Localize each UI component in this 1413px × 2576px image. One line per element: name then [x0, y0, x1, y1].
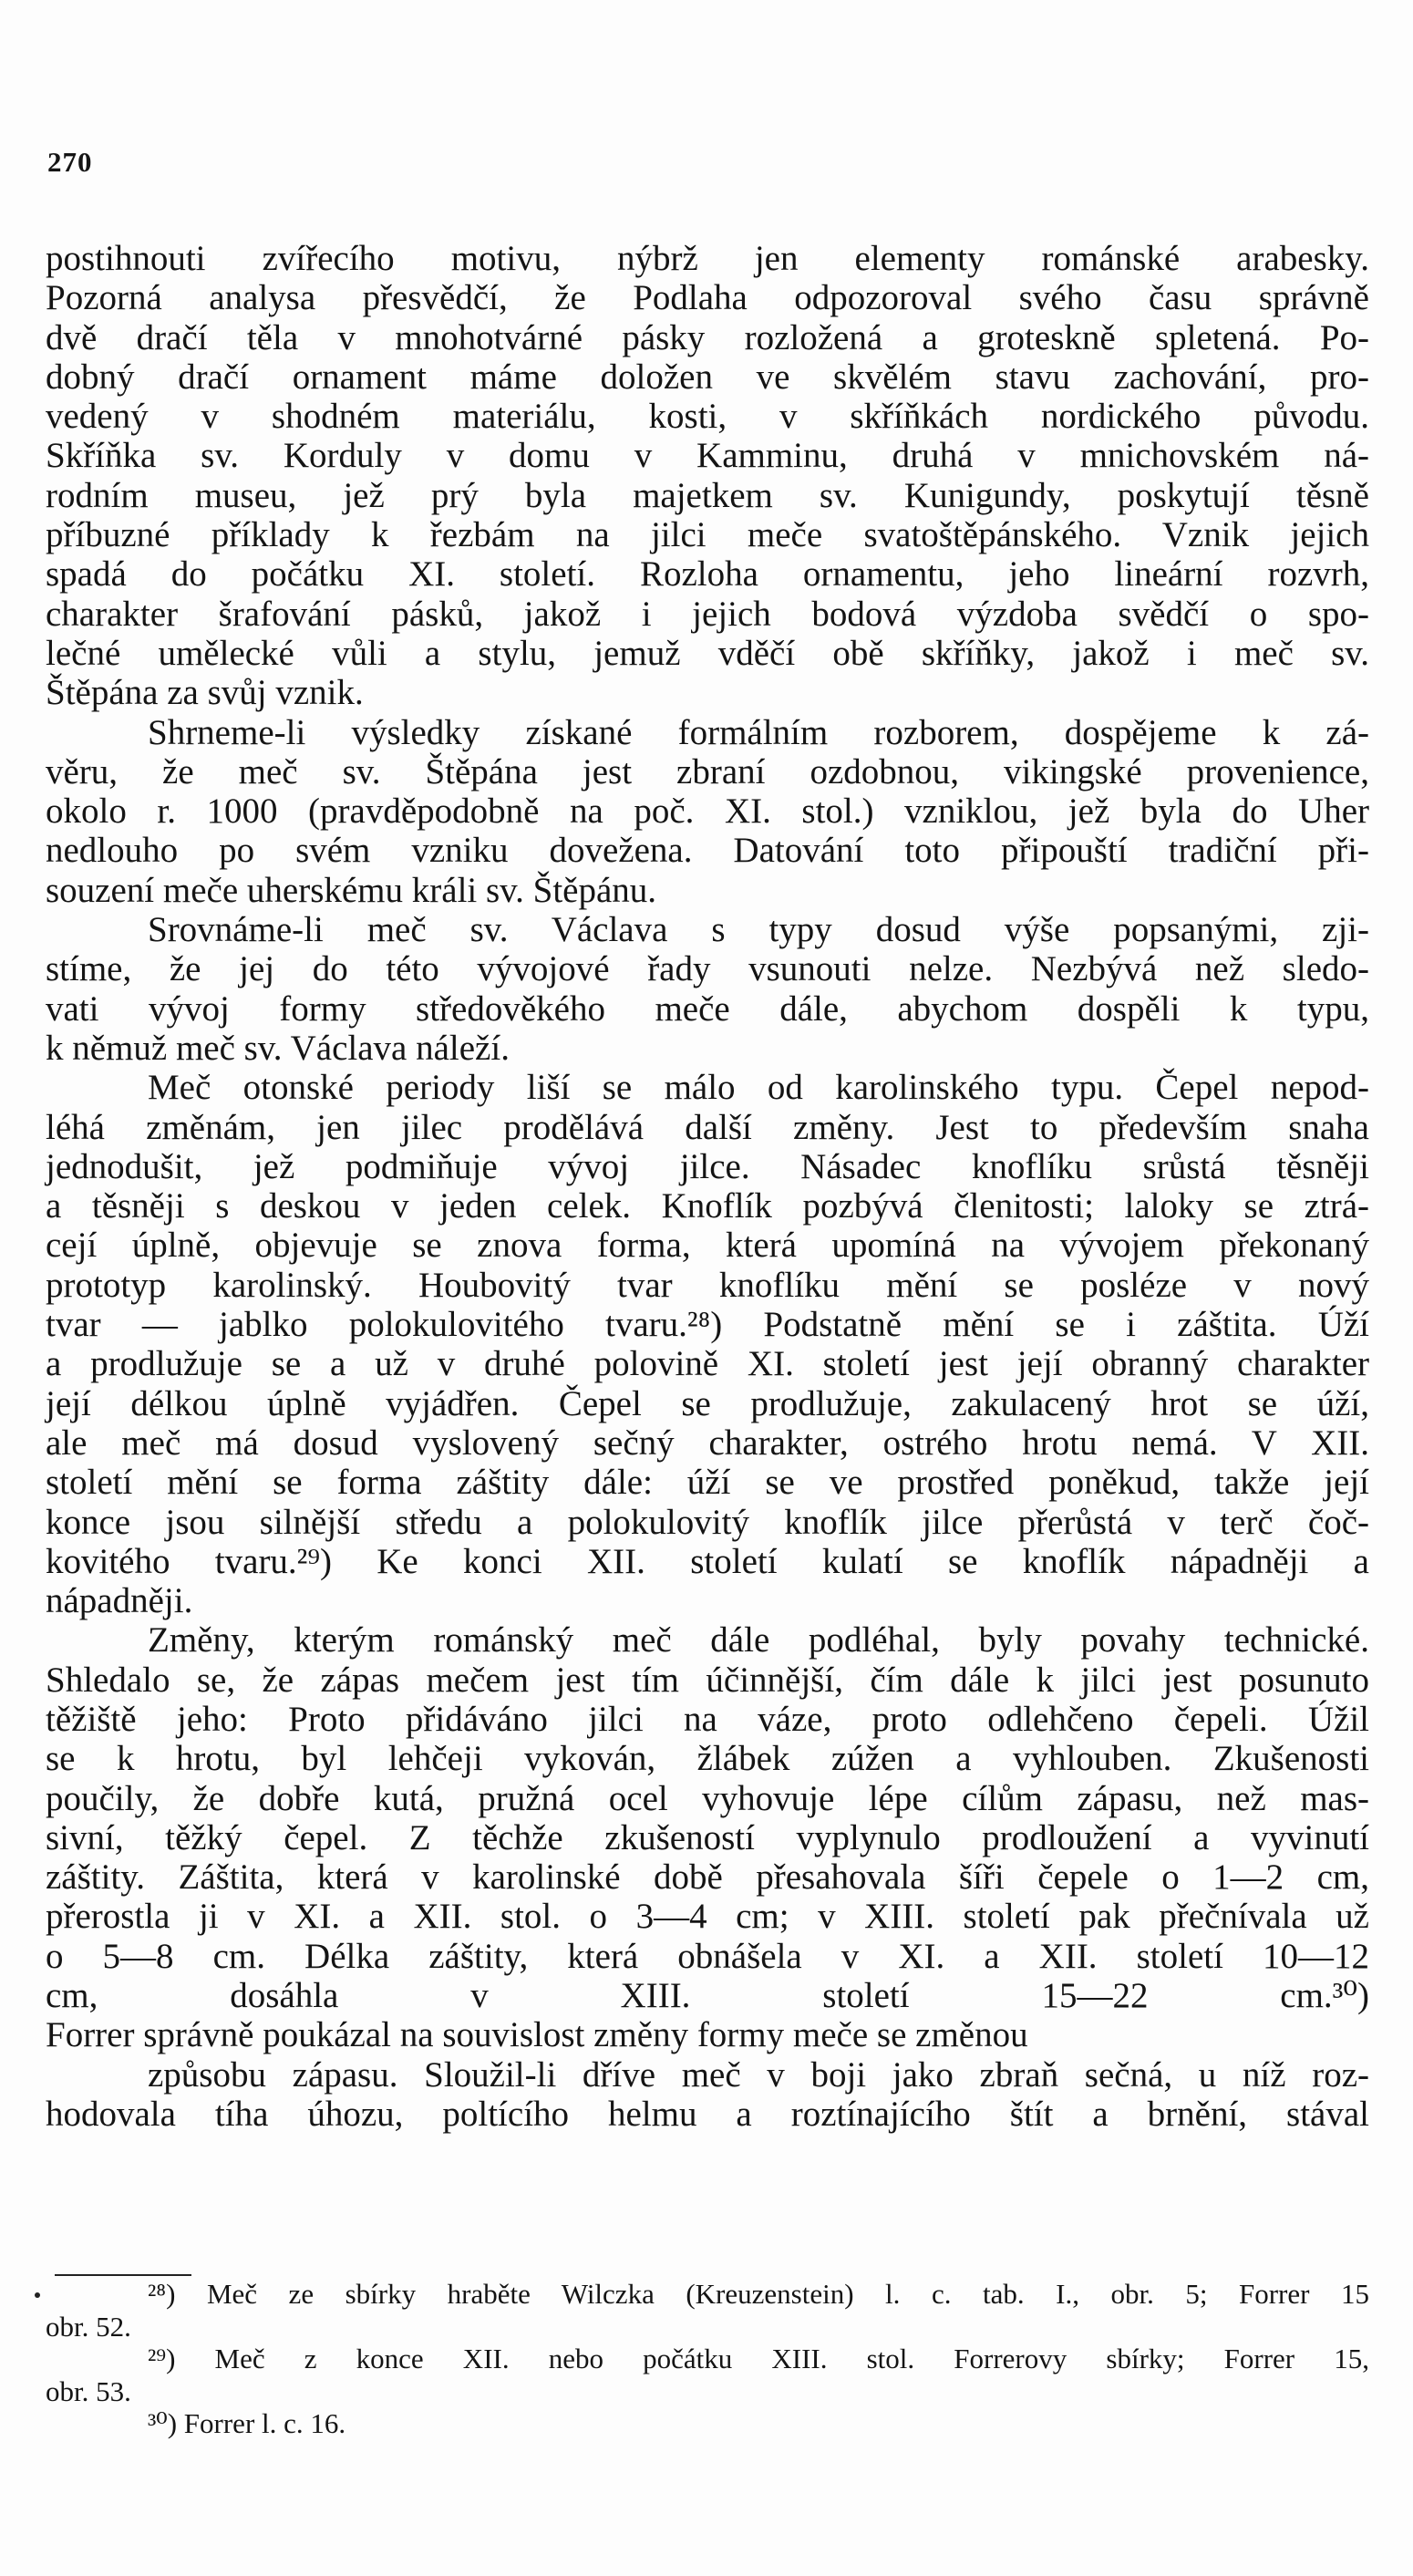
footnote-line: ²⁸) Meč ze sbírky hraběte Wilczka (Kreuzenstein) l. c. tab. I., obr. 5; Forrer 15: [148, 2278, 1369, 2310]
text-line: dvě dračí těla v mnohotvárné pásky rozložená a groteskně spletená. Po-: [46, 317, 1369, 357]
text-line: se k hrotu, byl lehčeji vykován, žlábek zúžen a vyhloubеn. Zkušenosti: [46, 1739, 1369, 1779]
footnote-line: obr. 52.: [46, 2310, 131, 2343]
footnote-marker-dot: [35, 2292, 40, 2298]
text-line: jednodušit, jež podmiňuje vývoj jilce. Násadec knoflíku srůstá těsněji: [46, 1146, 1369, 1186]
text-line: rodním museu, jež prý byla majetkem sv. Kunigundy, poskytují těsně: [46, 475, 1369, 515]
text-line: cejí úplně, objevuje se znova forma, která upomíná na vývojem překonaný: [46, 1226, 1369, 1266]
text-line: souzení meče uherskému králi sv. Štěpánu.: [46, 870, 657, 910]
text-line: způsobu zápasu. Sloužil-li dříve meč v boji jako zbraň sečná, u níž roz-: [148, 2054, 1369, 2095]
text-line: Forrer správně poukázal na souvislost změny formy meče se změnou: [46, 2015, 1028, 2055]
text-line: Změny, kterým románský meč dále podléhal, byly povahy technické.: [148, 1620, 1369, 1660]
text-line: vedený v shodném materiálu, kosti, v skříňkách nordického původu.: [46, 397, 1369, 437]
footnote-line: obr. 53.: [46, 2374, 131, 2407]
text-line: Shrneme-li výsledky získané formálním rozborem, dospějeme k zá-: [148, 712, 1369, 752]
text-line: cm, dosáhla v XIII. století 15—22 cm.³⁰): [46, 1976, 1369, 2016]
text-line: Shledalo se, že zápas mečem jest tím účinnější, čím dále k jilci jest posunuto: [46, 1660, 1369, 1700]
text-line: těžiště jeho: Proto přidáváno jilci na váze, proto odlehčeno čepeli. Úžil: [46, 1699, 1369, 1739]
footnote-line: ²⁹) Meč z konce XII. nebo počátku XIII. stol. Forrerovy sbírky; Forrer 15,: [148, 2343, 1369, 2375]
text-line: a prodlužuje se a už v druhé polovině XI. století jest její obranný charakter: [46, 1344, 1369, 1384]
text-line: Štěpána za svůj vznik.: [46, 673, 364, 713]
text-line: poučily, že dobře kutá, pružná ocel vyhovuje lépe cílům zápasu, než mas-: [46, 1778, 1369, 1818]
footnotes: [46, 2278, 1369, 2440]
text-line: příbuzné příklady k řezbám na jilci meče svatoštěpánského. Vznik jejich: [46, 515, 1369, 555]
text-line: tvar — jablko polokulovitého tvaru.²⁸) Podstatně mění se i záštita. Úží: [46, 1305, 1369, 1345]
text-line: nápadněji.: [46, 1581, 193, 1621]
text-line: záštity. Záštita, která v karolinské době přesahovala šíři čepele o 1—2 cm,: [46, 1857, 1369, 1898]
text-line: léhá změnám, jen jilec prodělává další změny. Jest to především snaha: [46, 1107, 1369, 1147]
text-line: Pozorná analysa přesvědčí, že Podlaha odpozoroval svého času správně: [46, 278, 1369, 318]
text-line: Skříňka sv. Korduly v domu v Kamminu, druhá v mnichovském ná-: [46, 436, 1369, 476]
text-line: století mění se forma záštity dále: úží se ve prostřed poněkud, takže její: [46, 1463, 1369, 1503]
text-line: hodovala tíha úhozu, poltícího helmu a roztínajícího štít a brnění, stával: [46, 2094, 1369, 2134]
text-line: o 5—8 cm. Délka záštity, která obnášela v XI. a XII. století 10—12: [46, 1936, 1369, 1976]
text-line: sivní, těžký čepel. Z těchže zkušeností vyplynulo prodloužení a vyvinutí: [46, 1817, 1369, 1857]
text-line: k němuž meč sv. Václava náleží.: [46, 1028, 510, 1068]
text-line: konce jsou silnější středu a polokulovitý knoflík jilce přerůstá v terč čoč-: [46, 1502, 1369, 1542]
text-line: Meč otonské periody liší se málo od karolinského typu. Čepel nepod-: [148, 1068, 1369, 1108]
text-line: vati vývoj formy středověkého meče dále, abychom dospěli k typu,: [46, 988, 1369, 1029]
text-line: postihnouti zvířecího motivu, nýbrž jen elementy románské arabesky.: [46, 239, 1369, 278]
text-line: Srovnáme-li meč sv. Václava s typy dosud výše popsanými, zji-: [148, 910, 1369, 950]
text-line: spadá do počátku XI. století. Rozloha ornamentu, jeho lineární rozvrh,: [46, 554, 1369, 595]
text-line: stíme, že jej do této vývojové řady vsunouti nelze. Nezbývá než sledo-: [46, 949, 1369, 989]
text-line: lečné umělecké vůli a stylu, jemuž vděčí obě skříňky, jakož i meč sv.: [46, 633, 1369, 673]
body-text: [46, 239, 1369, 2174]
footnote-line: ³⁰) Forrer l. c. 16.: [148, 2407, 346, 2440]
text-line: ale meč má dosud vyslovený sečný charakter, ostrého hrotu nemá. V XII.: [46, 1422, 1369, 1463]
footnote-separator: [55, 2274, 191, 2276]
text-line: prototyp karolinský. Houbovitý tvar knoflíku mění se posléze v nový: [46, 1265, 1369, 1305]
text-line: [46, 2134, 1369, 2173]
text-line: charakter šrafování pásků, jakož i jejich bodová výzdoba svědčí o spo-: [46, 594, 1369, 634]
page-number: 270: [47, 146, 93, 178]
text-line: dobný dračí ornament máme doložen ve skvělém stavu zachování, pro-: [46, 357, 1369, 397]
text-line: kovitého tvaru.²⁹) Ke konci XII. století kulatí se knoflík nápadněji a: [46, 1541, 1369, 1581]
text-line: její délkou úplně vyjádřen. Čepel se prodlužuje, zakulacený hrot se úží,: [46, 1383, 1369, 1423]
text-line: a těsněji s deskou v jeden celek. Knoflík pozbývá členitosti; laloky se ztrá-: [46, 1186, 1369, 1226]
text-line: věru, že meč sv. Štěpána jest zbraní ozdobnou, vikingské provenience,: [46, 751, 1369, 791]
text-line: nedlouho po svém vzniku dovežena. Datování toto připouští tradiční při-: [46, 831, 1369, 871]
text-line: okolo r. 1000 (pravděpodobně na poč. XI. stol.) vzniklou, jež byla do Uher: [46, 791, 1369, 832]
text-line: přerostla ji v XI. a XII. stol. o 3—4 cm; v XIII. století pak přečnívala už: [46, 1897, 1369, 1937]
